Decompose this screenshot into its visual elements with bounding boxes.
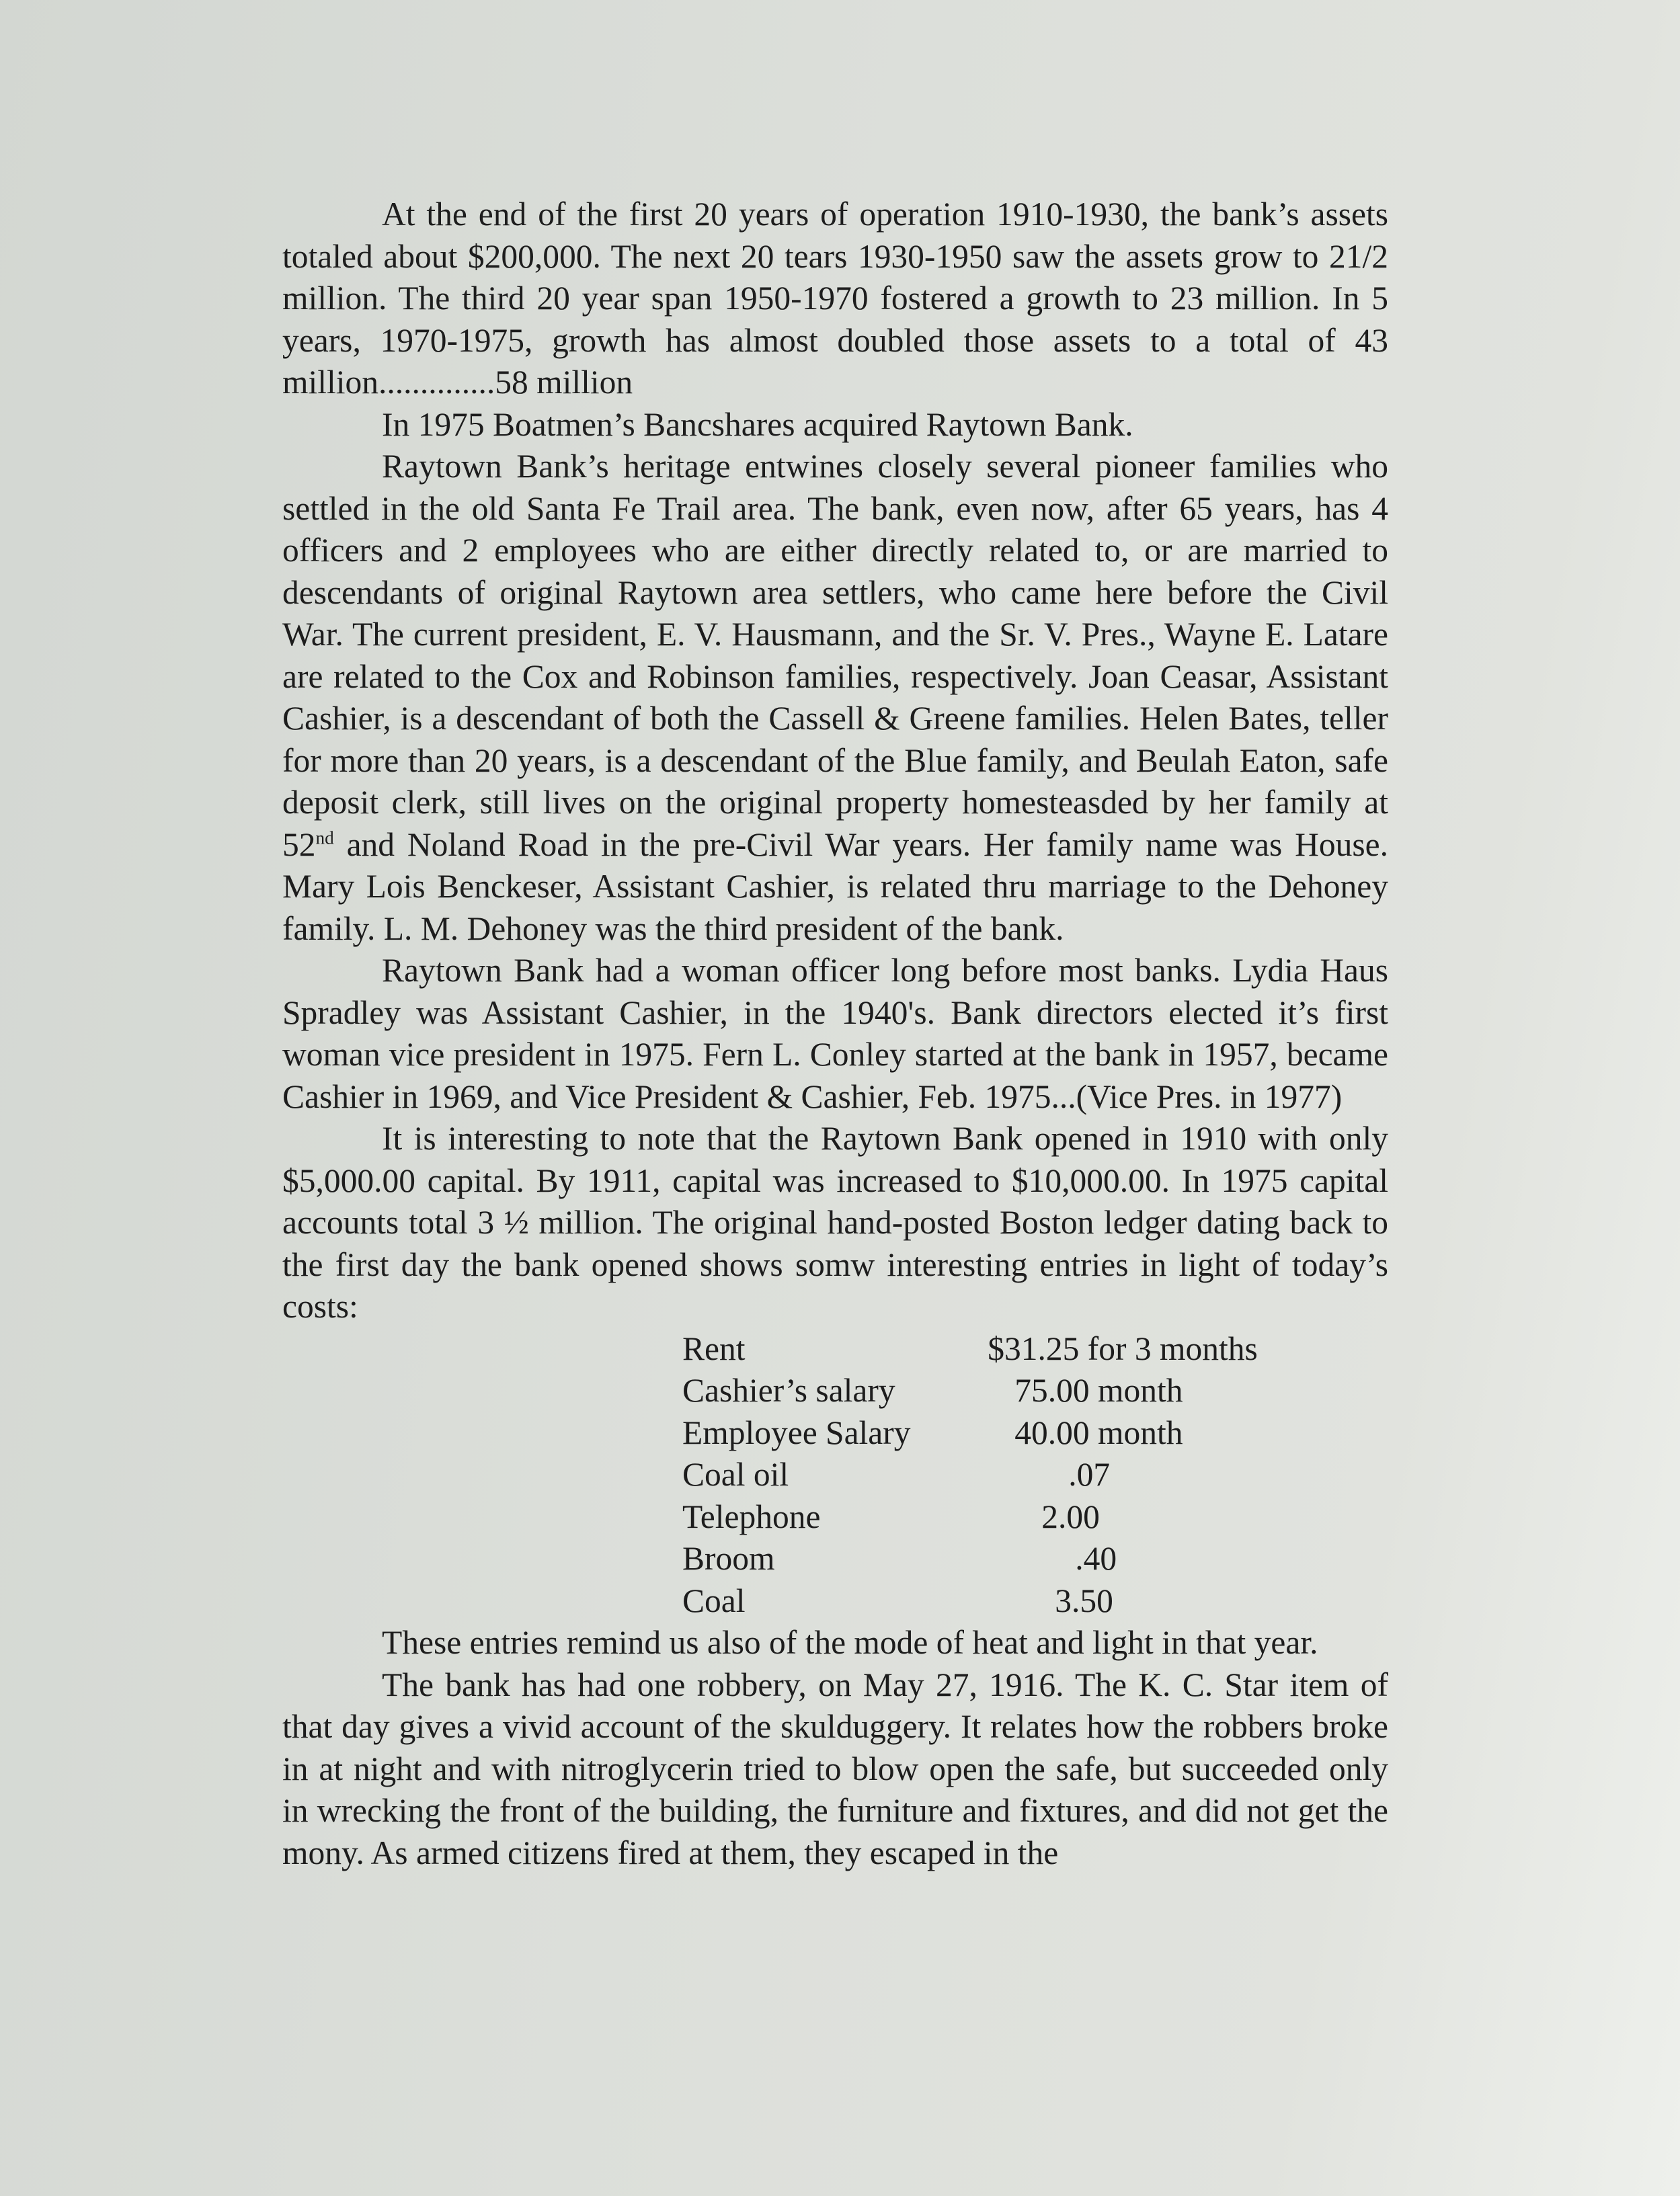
paragraph-heritage xyxy=(282,446,1388,950)
heritage-text-before: Raytown Bank’s heritage entwines closely several pioneer families who settled in the old Santa Fe Trail area. The bank, even now, after 65 years, has 4 officers and 2 employees who are either directly related to, or are married to descendants of original Raytown area settlers, who came here before the Civil War. The current president, E. V. Hausmann, and the Sr. V. Pres., Wayne E. Latare are related to the Cox and Robinson families, respectively. Joan Ceasar, Assistant Cashier, is a descendant of both the Cassell & Greene families. Helen Bates, teller for more than 20 years, is a descendant of the Blue family, and Beulah Eaton, safe deposit clerk, still lives on the original property homesteasded by her family at 52 xyxy=(282,448,1388,863)
ordinal-suffix: nd xyxy=(315,827,334,848)
document-page xyxy=(282,194,1388,1874)
paragraph-entries-remind: These entries remind us also of the mode of heat and light in that year. xyxy=(382,1624,1318,1661)
ledger-amount: 75.00 month xyxy=(1014,1372,1183,1409)
ledger-row xyxy=(682,1370,1388,1412)
ledger-amount: 3.50 xyxy=(1055,1582,1113,1619)
paragraph-capital: It is interesting to note that the Raytown Bank opened in 1910 with only $5,000.00 capital. By 1911, capital was increased to $10,000.00. In 1975 capital accounts total 3 ½ million. The original hand-posted Boston ledger dating back to the first day the bank opened shows somw interesting entries in light of today’s costs: xyxy=(282,1120,1388,1325)
ledger-amount: 40.00 month xyxy=(1014,1414,1183,1451)
paragraph-woman-officer: Raytown Bank had a woman officer long before most banks. Lydia Haus Spradley was Assistant Cashier, in the 1940's. Bank directors elected it’s first woman vice president in 1975. Fern L. Conley started at the bank in 1957, became Cashier in 1969, and Vice President & Cashier, Feb. 1975...(Vice Pres. in 1977) xyxy=(282,952,1388,1115)
ledger-row xyxy=(682,1580,1388,1623)
ledger-amount: .40 xyxy=(1075,1540,1117,1577)
ledger-item: Coal xyxy=(682,1582,746,1619)
ledger-item: Telephone xyxy=(682,1498,821,1535)
ledger-item: Cashier’s salary xyxy=(682,1372,895,1409)
ledger-amount: 2.00 xyxy=(1041,1498,1100,1535)
ledger-item: Coal oil xyxy=(682,1456,789,1493)
ledger-row xyxy=(682,1538,1388,1580)
ledger-row xyxy=(682,1496,1388,1539)
paragraph-acquisition: In 1975 Boatmen’s Bancshares acquired Raytown Bank. xyxy=(382,405,1133,443)
ledger-item: Rent xyxy=(682,1330,746,1367)
ledger-amount: $31.25 for 3 months xyxy=(988,1330,1258,1367)
paragraph-assets: At the end of the first 20 years of operation 1910-1930, the bank’s assets totaled about $200,000. The next 20 tears 1930-1950 saw the assets grow to 21/2 million. The third 20 year span 1950-1970 fostered a growth to 23 million. In 5 years, 1970-1975, growth has almost doubled those assets to a total of 43 million..............58 million xyxy=(282,196,1388,401)
heritage-text-after: and Noland Road in the pre-Civil War years. Her family name was House. Mary Lois Benckeser, Assistant Cashier, is related thru marriage to the Dehoney family. L. M. Dehoney was the third president of the bank. xyxy=(282,825,1388,947)
paragraph-robbery: The bank has had one robbery, on May 27, 1916. The K. C. Star item of that day gives a vivid account of the skulduggery. It relates how the robbers broke in at night and with nitroglycerin tried to blow open the safe, but succeeded only in wrecking the front of the building, the furniture and fixtures, and did not get the mony. As armed citizens fired at them, they escaped in the xyxy=(282,1666,1388,1871)
ledger-item: Employee Salary xyxy=(682,1414,911,1451)
ledger-row xyxy=(682,1412,1388,1455)
ledger-table xyxy=(682,1328,1388,1623)
ledger-item: Broom xyxy=(682,1540,775,1577)
ledger-row xyxy=(682,1454,1388,1496)
ledger-row xyxy=(682,1328,1388,1371)
ledger-amount: .07 xyxy=(1068,1456,1111,1493)
